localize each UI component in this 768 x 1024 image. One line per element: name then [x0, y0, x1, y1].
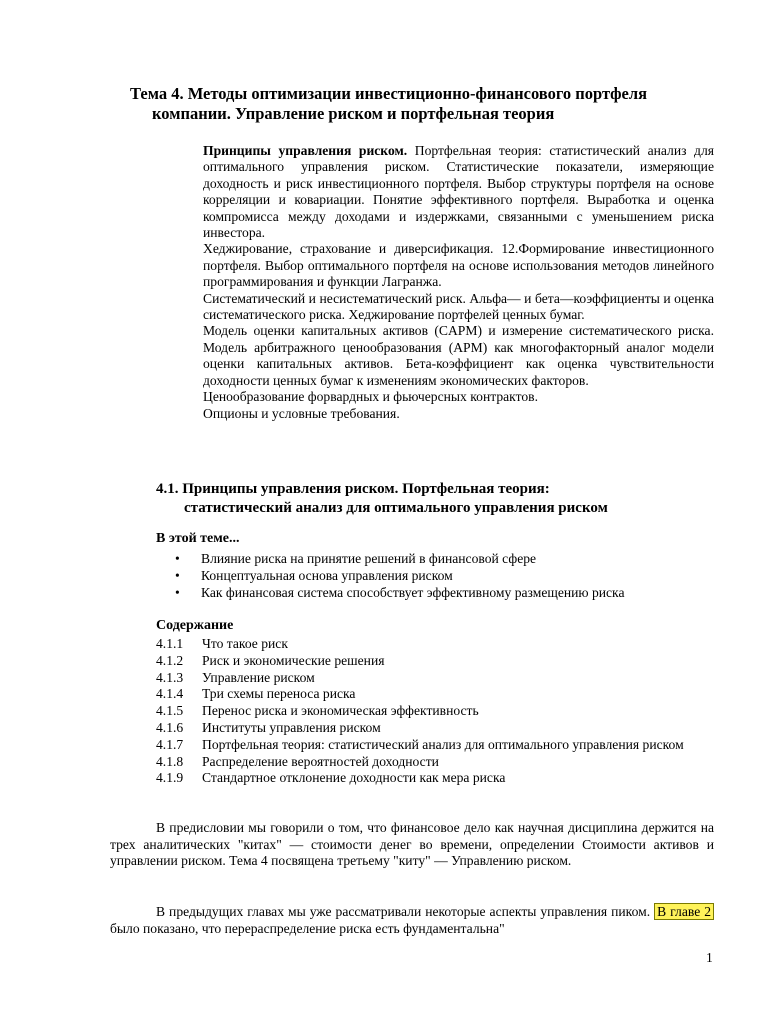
toc-item	[156, 737, 714, 754]
page-title	[130, 84, 716, 124]
summary-paragraph-1	[203, 143, 714, 241]
toc-item	[156, 636, 714, 653]
summary-paragraph-4: Модель оценки капитальных активов (CAPM) и измерение систематического риска. Модель арбитражного ценообразования (APM) как многофакторный аналог модели оценки капитальных активов. Бета-коэффициент как оценка чувствительности доходности ценных бумаг к изменениям экономических факторов.	[203, 323, 714, 388]
toc-text: Портфельная теория: статистический анализ для оптимального управления риском	[202, 736, 684, 752]
list-item-text: Влияние риска на принятие решений в финансовой сфере	[201, 551, 537, 566]
toc-number: 4.1.2	[156, 652, 184, 668]
list-item	[175, 584, 715, 601]
toc-text: Перенос риска и экономическая эффективность	[202, 703, 479, 719]
list-item	[175, 567, 715, 584]
toc-number: 4.1.8	[156, 753, 184, 769]
body-paragraph-2	[110, 904, 714, 937]
list-item-text: Концептуальная основа управления риском	[201, 568, 453, 583]
bullet-icon: •	[175, 568, 180, 583]
summary-paragraph-3: Систематический и несистематический риск. Альфа— и бета—коэффициенты и оценка систематического риска. Хеджирование портфелей ценных бумаг.	[203, 290, 714, 323]
summary-lead-text: Портфельная теория: статистический анализ для оптимального управления риском. Статистические показатели, измеряющие доходность и риск инвестиционного портфеля. Выбор структуры портфеля на основе корреляции и ковариации. Понятие эффективного портфеля. Выработка и оценка компромисса между доходами и издержками, связанными с уменьшением риска инвестора.	[203, 143, 715, 241]
toc-item	[156, 670, 714, 687]
toc-number: 4.1.7	[156, 736, 184, 752]
in-topic-list	[175, 550, 715, 601]
summary-paragraph-2: Хеджирование, страхование и диверсификация. 12.Формирование инвестиционного портфеля. Выбор оптимального портфеля на основе использования методов линейного программирования и функции Лагранжа.	[203, 241, 714, 290]
contents-list	[156, 636, 714, 787]
list-item-text: Как финансовая система способствует эффективному размещению риска	[201, 585, 625, 600]
bullet-icon: •	[175, 585, 180, 600]
toc-number: 4.1.5	[156, 703, 184, 719]
summary-lead-bold: Принципы управления риском.	[203, 143, 408, 158]
toc-text: Риск и экономические решения	[202, 652, 385, 668]
body-paragraph-2-start: В предыдущих главах мы уже рассматривали некоторые аспекты управления пиком.	[156, 904, 655, 919]
section-heading-line-2: статистический анализ для оптимального управления риском	[184, 500, 608, 516]
toc-item	[156, 653, 714, 670]
toc-text: Управление риском	[202, 669, 315, 685]
toc-text: Институты управления риском	[202, 719, 381, 735]
contents-heading: Содержание	[156, 618, 234, 633]
page-number: 1	[706, 950, 713, 965]
section-heading-line-1: 4.1. Принципы управления риском. Портфельная теория:	[156, 481, 550, 497]
list-item	[175, 550, 715, 567]
toc-item	[156, 720, 714, 737]
toc-text: Три схемы переноса риска	[202, 686, 356, 702]
toc-text: Что такое риск	[202, 636, 288, 651]
toc-number: 4.1.9	[156, 770, 184, 786]
summary-paragraph-5: Ценообразование форвардных и фьючерсных контрактов.	[203, 389, 538, 405]
toc-number: 4.1.3	[156, 669, 184, 685]
toc-number: 4.1.6	[156, 719, 184, 735]
topic-summary	[203, 143, 714, 422]
toc-number: 4.1.1	[156, 636, 184, 651]
toc-number: 4.1.4	[156, 686, 184, 702]
toc-item	[156, 703, 714, 720]
body-paragraph-2-end: было показано, что перераспределение риска есть фундаментальна"	[110, 920, 505, 936]
title-line-1: Тема 4. Методы оптимизации инвестиционно-финансового портфеля	[130, 84, 648, 103]
title-line-2: компании. Управление риском и портфельная теория	[152, 104, 555, 123]
toc-text: Распределение вероятностей доходности	[202, 753, 439, 769]
in-topic-heading: В этой теме...	[156, 531, 240, 546]
body-paragraph-1: В предисловии мы говорили о том, что финансовое дело как научная дисциплина держится на трех аналитических "китах" — стоимости денег во времени, определении Стоимости активов и управлении риском. Тема 4 посвящена третьему "киту" — Управлению риском.	[110, 820, 714, 868]
toc-text: Стандартное отклонение доходности как мера риска	[202, 770, 506, 786]
toc-item	[156, 686, 714, 703]
section-heading	[156, 480, 712, 518]
summary-paragraph-6: Опционы и условные требования.	[203, 405, 400, 421]
bullet-icon: •	[175, 551, 180, 566]
toc-item	[156, 754, 714, 771]
toc-item	[156, 770, 714, 787]
highlighted-link[interactable]: В главе 2	[654, 903, 714, 920]
